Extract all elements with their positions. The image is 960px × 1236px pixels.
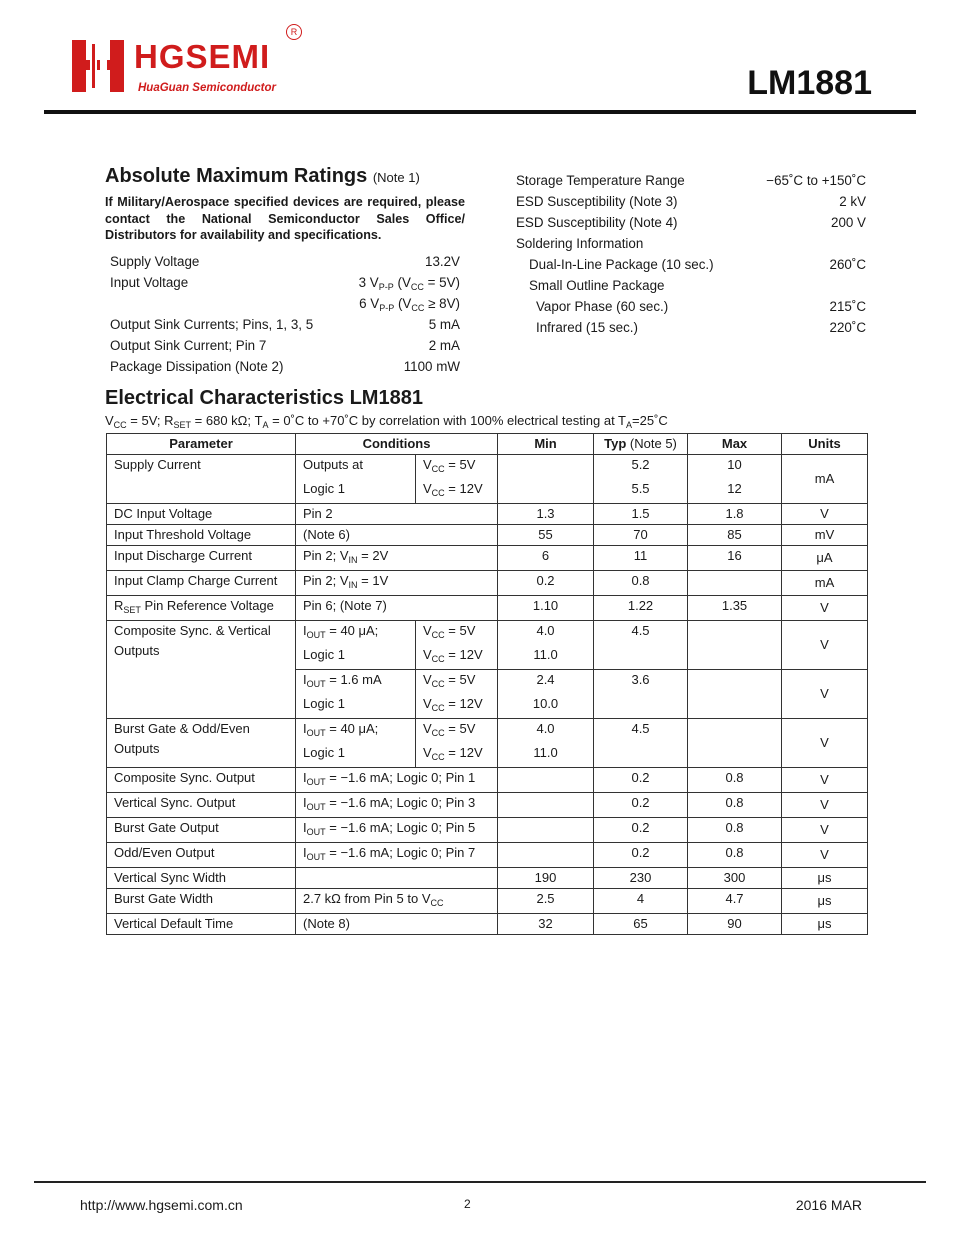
table-row: Input Clamp Charge Current Pin 2; $V_{IN} = 1V$ 0.2 0.8 mA bbox=[107, 571, 868, 596]
amr-left-list bbox=[110, 251, 460, 377]
amr-right-list bbox=[516, 170, 866, 338]
amr-row: Vapor Phase (60 sec.) 215˚C bbox=[536, 299, 866, 314]
col-min: Min bbox=[498, 434, 594, 455]
brand-subtitle: HuaGuan Semiconductor bbox=[138, 82, 277, 94]
table-row: Burst Gate Output $I_{OUT} = -1.6$ mA; Logic 0; Pin 5 0.2 0.8 V bbox=[107, 818, 868, 843]
ec-table bbox=[106, 433, 868, 935]
table-row: $R_{SET}$ Pin Reference Voltage Pin 6; (Note 7) 1.10 1.22 1.35 V bbox=[107, 596, 868, 621]
footer-url[interactable]: http://www.hgsemi.com.cn bbox=[80, 1197, 243, 1213]
col-conditions: Conditions bbox=[296, 434, 498, 455]
part-number: LM1881 bbox=[747, 64, 872, 102]
col-max: Max bbox=[688, 434, 782, 455]
table-row: Vertical Default Time (Note 8) 32 65 90 μs bbox=[107, 914, 868, 935]
table-row: Vertical Sync. Output $I_{OUT} = -1.6$ mA; Logic 0; Pin 3 0.2 0.8 V bbox=[107, 793, 868, 818]
registered-mark: R bbox=[286, 24, 302, 40]
table-header-row bbox=[107, 434, 868, 455]
amr-row: Small Outline Package bbox=[529, 278, 665, 293]
hgsemi-logo-icon bbox=[72, 36, 128, 96]
amr-row: Infrared (15 sec.) 220˚C bbox=[536, 320, 866, 335]
amr-title-note: (Note 1) bbox=[372, 170, 420, 185]
table-row: Composite Sync. & Vertical Outputs $I_{OUT} = 40$ μA; $V_{CC} = 5V$ 4.0 4.5 V bbox=[107, 621, 868, 646]
input-voltage-5v: 3 $V_{P-P}$ $(V_{CC} = 5V)$ bbox=[358, 275, 460, 292]
amr-row: Output Sink Current; Pin 7 2 mA bbox=[110, 338, 460, 353]
table-row: Vertical Sync Width 190 230 300 μs bbox=[107, 868, 868, 889]
page-number: 2 bbox=[464, 1197, 471, 1211]
ec-conditions: $V_{CC} = 5V$; $R_{SET} = 680$ kΩ; $T_A$ = 0˚C to +70˚C by correlation with 100% electrical testing at $T_A=25˚C$ bbox=[105, 413, 668, 430]
table-row: Composite Sync. Output $I_{OUT} = -1.6$ mA; Logic 0; Pin 1 0.2 0.8 V bbox=[107, 768, 868, 793]
header-divider bbox=[44, 110, 916, 114]
footer-divider bbox=[34, 1181, 926, 1183]
amr-row bbox=[110, 293, 460, 314]
amr-row: Supply Voltage 13.2V bbox=[110, 254, 460, 269]
amr-row: Soldering Information bbox=[516, 236, 644, 251]
table-row: Odd/Even Output $I_{OUT} = -1.6$ mA; Logic 0; Pin 7 0.2 0.8 V bbox=[107, 843, 868, 868]
input-voltage-8v: 6 $V_{P-P}$ $(V_{CC} \ge 8V)$ bbox=[359, 296, 460, 313]
amr-title: Absolute Maximum Ratings bbox=[105, 165, 368, 187]
table-row: Supply Current Outputs at $V_{CC} = 5V$ 5.2 10 mA bbox=[107, 455, 868, 480]
table-row: Logic 1 $V_{CC} = 12V$ 11.0 bbox=[107, 645, 868, 670]
table-row: Logic 1 $V_{CC} = 12V$ 5.5 12 bbox=[107, 479, 868, 504]
col-parameter: Parameter bbox=[107, 434, 296, 455]
table-row: DC Input Voltage Pin 2 1.3 1.5 1.8 V bbox=[107, 504, 868, 525]
amr-row: Input Voltage 3 $V_{P-P}$ $(V_{CC} = 5V)$ bbox=[110, 272, 460, 293]
table-row: Burst Gate & Odd/Even Outputs $I_{OUT} = 40$ μA; $V_{CC} = 5V$ 4.0 4.5 V bbox=[107, 719, 868, 744]
amr-row: Package Dissipation (Note 2) 1100 mW bbox=[110, 359, 460, 374]
table-row: Input Discharge Current Pin 2; $V_{IN} = 2V$ 6 11 16 μA bbox=[107, 546, 868, 571]
table-row: Logic 1 $V_{CC} = 12V$ 11.0 bbox=[107, 743, 868, 768]
amr-row: ESD Susceptibility (Note 4) 200 V bbox=[516, 215, 866, 230]
table-row: Input Threshold Voltage (Note 6) 55 70 85 mV bbox=[107, 525, 868, 546]
col-typ: Typ (Note 5) bbox=[594, 434, 688, 455]
col-units: Units bbox=[782, 434, 868, 455]
table-row: $I_{OUT} = 1.6$ mA $V_{CC} = 5V$ 2.4 3.6 V bbox=[107, 670, 868, 695]
amr-row: Dual-In-Line Package (10 sec.) 260˚C bbox=[529, 257, 866, 272]
table-row: Burst Gate Width 2.7 kΩ from Pin 5 to $V_{CC}$ 2.5 4 4.7 μs bbox=[107, 889, 868, 914]
amr-row: Storage Temperature Range −65˚C to +150˚C bbox=[516, 173, 866, 188]
footer-date: 2016 MAR bbox=[795, 1197, 862, 1213]
ec-title: Electrical Characteristics LM1881 bbox=[105, 387, 423, 409]
military-note: If Military/Aerospace specified devices are required, please contact the National Semiconductor Sales Office/ Distributors for availability and specifications. bbox=[105, 195, 465, 242]
brand-name: HGSEMI bbox=[134, 38, 271, 75]
amr-row: ESD Susceptibility (Note 3) 2 kV bbox=[516, 194, 866, 209]
table-row: Logic 1 $V_{CC} = 12V$ 10.0 bbox=[107, 694, 868, 719]
amr-row: Output Sink Currents; Pins, 1, 3, 5 5 mA bbox=[110, 317, 460, 332]
amr-heading bbox=[105, 165, 420, 188]
